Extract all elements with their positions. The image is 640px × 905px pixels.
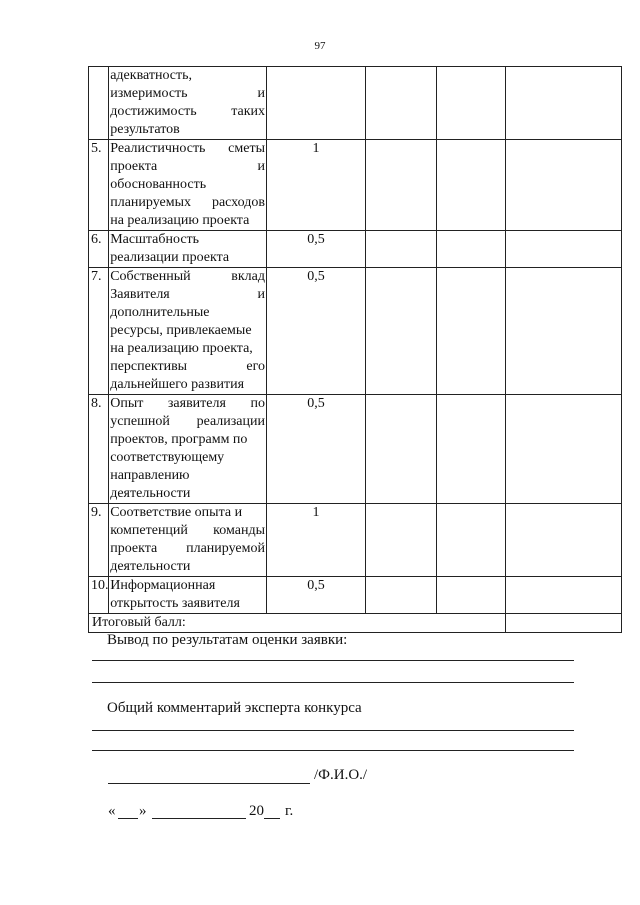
date-day-line[interactable]: [118, 818, 138, 819]
criterion-word: на реализацию проекта: [110, 213, 250, 228]
criterion-word: деятельности: [110, 486, 191, 501]
criterion-word: компетенций: [110, 523, 188, 538]
criterion-word: таких: [231, 104, 265, 119]
score-cell-1[interactable]: [366, 504, 437, 577]
criterion-weight: 0,5: [266, 577, 365, 614]
date-year-line[interactable]: [264, 818, 280, 819]
criterion-weight: 1: [266, 140, 365, 231]
criterion-word: Соответствие опыта и: [110, 505, 243, 520]
date-year-suffix: г.: [285, 803, 294, 819]
score-cell-3[interactable]: [505, 231, 621, 268]
criterion-word: заявителя: [167, 396, 226, 411]
table-row: [89, 67, 622, 140]
score-cell-1[interactable]: [366, 67, 437, 140]
criterion-word: на реализацию проекта,: [110, 341, 253, 356]
conclusion-line-1[interactable]: [92, 660, 574, 661]
score-cell-3[interactable]: [505, 395, 621, 504]
criterion-name: [109, 395, 267, 504]
criterion-weight: 0,5: [266, 268, 365, 395]
score-cell-2[interactable]: [436, 504, 505, 577]
conclusion-line-2[interactable]: [92, 682, 574, 683]
criterion-number: 10.: [89, 577, 109, 614]
criterion-word: дальнейшего развития: [110, 377, 245, 392]
criterion-word: Заявителя: [110, 287, 170, 302]
signature-label: /Ф.И.О./: [314, 767, 368, 783]
criterion-word: и: [257, 287, 265, 302]
date-close-quote: »: [139, 803, 147, 819]
criterion-word: планируемых: [110, 195, 192, 210]
conclusion-label: Вывод по результатам оценки заявки:: [107, 632, 348, 648]
score-cell-2[interactable]: [436, 577, 505, 614]
criterion-word: достижимость: [110, 104, 197, 119]
criterion-weight: 1: [266, 504, 365, 577]
page-number: 97: [314, 40, 326, 52]
total-score-cell[interactable]: [505, 614, 621, 633]
criterion-number: 7.: [89, 268, 109, 395]
criterion-word: направлению: [110, 468, 190, 483]
table-row: [89, 231, 622, 268]
criterion-word: реализации проекта: [110, 250, 230, 265]
criterion-word: реализации: [196, 414, 265, 429]
comment-line-1[interactable]: [92, 730, 574, 731]
score-cell-1[interactable]: [366, 395, 437, 504]
criterion-word: проектов, программ по: [110, 432, 248, 447]
score-cell-1[interactable]: [366, 268, 437, 395]
criterion-number: 9.: [89, 504, 109, 577]
score-cell-2[interactable]: [436, 395, 505, 504]
criterion-word: соответствующему: [110, 450, 225, 465]
criterion-word: Информационная: [110, 578, 216, 593]
score-cell-1[interactable]: [366, 231, 437, 268]
criterion-weight: 0,5: [266, 231, 365, 268]
criterion-word: по: [250, 396, 265, 411]
score-cell-3[interactable]: [505, 140, 621, 231]
criterion-number: 8.: [89, 395, 109, 504]
criterion-word: Реалистичность: [110, 141, 206, 156]
criterion-word: расходов: [211, 195, 265, 210]
comment-label: Общий комментарий эксперта конкурса: [107, 700, 362, 716]
score-cell-3[interactable]: [505, 67, 621, 140]
criterion-word: планируемой: [186, 541, 265, 556]
table-row: [89, 140, 622, 231]
criterion-word: успешной: [110, 414, 170, 429]
criterion-word: и: [257, 86, 265, 101]
criterion-word: деятельности: [110, 559, 191, 574]
criterion-number: 6.: [89, 231, 109, 268]
date-month-line[interactable]: [152, 818, 246, 819]
score-cell-1[interactable]: [366, 140, 437, 231]
criterion-weight: [266, 67, 365, 140]
score-cell-2[interactable]: [436, 140, 505, 231]
criterion-name: [109, 577, 267, 614]
signature-line[interactable]: [108, 783, 310, 784]
criterion-word: обоснованность: [110, 177, 207, 192]
score-cell-1[interactable]: [366, 577, 437, 614]
criterion-number: [89, 67, 109, 140]
criterion-word: Собственный: [110, 269, 191, 284]
criterion-word: и: [257, 159, 265, 174]
criterion-word: адекватность,: [110, 68, 193, 83]
criterion-number: 5.: [89, 140, 109, 231]
table-row: [89, 504, 622, 577]
score-cell-3[interactable]: [505, 268, 621, 395]
criterion-word: открытость заявителя: [110, 596, 240, 611]
criterion-name: [109, 140, 267, 231]
score-cell-3[interactable]: [505, 504, 621, 577]
criterion-word: его: [246, 359, 265, 374]
criterion-word: перспективы: [110, 359, 188, 374]
score-cell-3[interactable]: [505, 577, 621, 614]
criterion-name: [109, 268, 267, 395]
criteria-table: [88, 66, 622, 633]
date-year-prefix: 20: [249, 803, 264, 819]
score-cell-2[interactable]: [436, 231, 505, 268]
criterion-word: сметы: [228, 141, 265, 156]
criterion-name: [109, 504, 267, 577]
criterion-name: [109, 231, 267, 268]
criterion-word: дополнительные: [110, 305, 210, 320]
criterion-word: проекта: [110, 159, 158, 174]
criterion-word: команды: [213, 523, 265, 538]
table-row: [89, 577, 622, 614]
comment-line-2[interactable]: [92, 750, 574, 751]
criterion-word: вклад: [231, 269, 265, 284]
criterion-word: Масштабность: [110, 232, 200, 247]
criterion-word: ресурсы, привлекаемые: [110, 323, 252, 338]
total-label: Итоговый балл:: [89, 614, 506, 633]
score-cell-2[interactable]: [436, 268, 505, 395]
score-cell-2[interactable]: [436, 67, 505, 140]
criterion-word: Опыт: [110, 396, 144, 411]
criterion-word: результатов: [110, 122, 180, 137]
total-row: [89, 614, 622, 633]
criterion-word: измеримость: [110, 86, 188, 101]
date-open-quote: «: [108, 803, 116, 819]
criterion-weight: 0,5: [266, 395, 365, 504]
criterion-word: проекта: [110, 541, 158, 556]
criterion-name: [109, 67, 267, 140]
table-row: [89, 268, 622, 395]
table-row: [89, 395, 622, 504]
